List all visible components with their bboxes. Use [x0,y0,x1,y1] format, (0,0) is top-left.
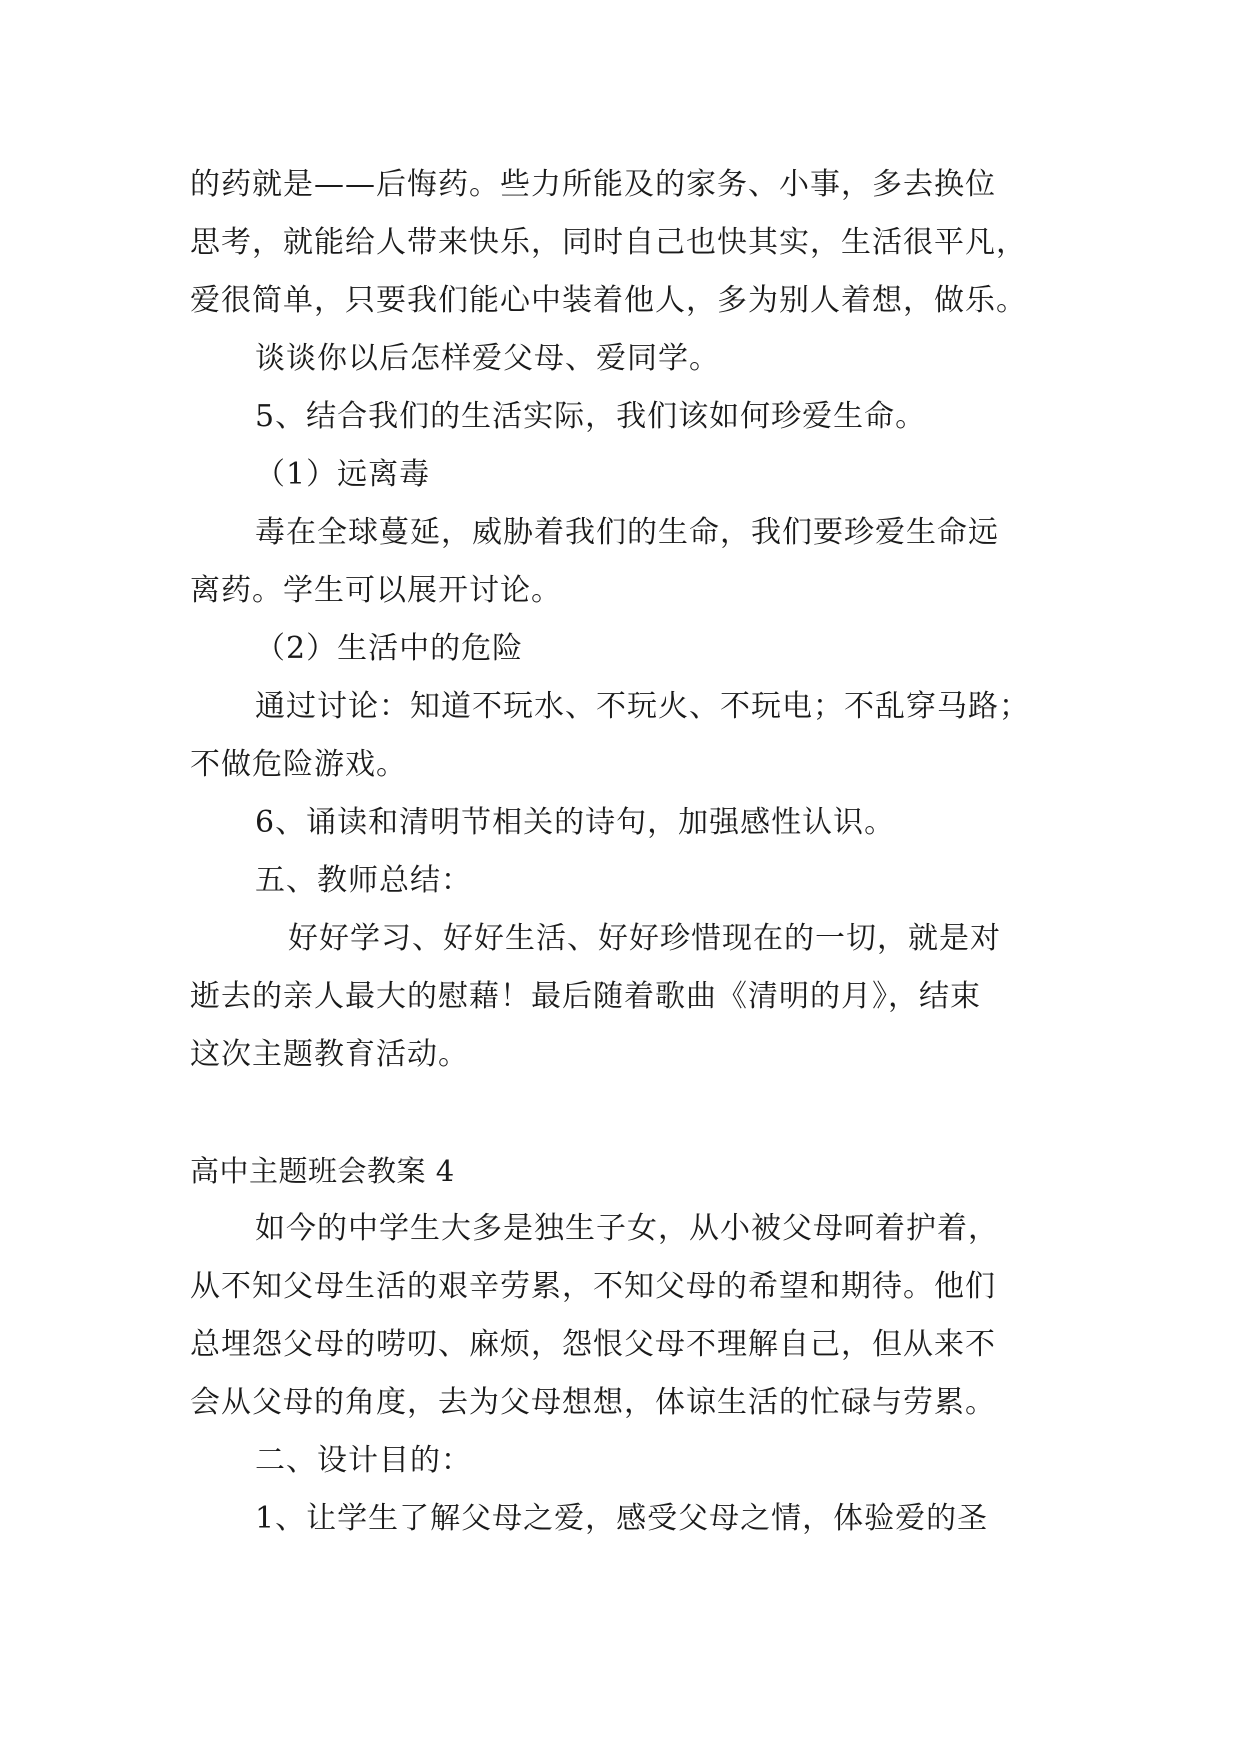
paragraph-line: 离药。学生可以展开讨论。 [190,573,562,608]
section-heading: 二、设计目的： [255,1443,472,1478]
document-title: 高中主题班会教案 4 [190,1154,455,1188]
paragraph-line: 思考，就能给人带来快乐，同时自己也快其实，生活很平凡， [190,225,1027,260]
list-item: 6、诵读和清明节相关的诗句，加强感性认识。 [255,805,896,840]
paragraph-line: 好好学习、好好生活、好好珍惜现在的一切，就是对 [288,921,1001,956]
paragraph-line: 会从父母的角度，去为父母想想，体谅生活的忙碌与劳累。 [190,1385,996,1420]
sub-heading: （2）生活中的危险 [255,631,524,666]
paragraph-line: 总埋怨父母的唠叨、麻烦，怨恨父母不理解自己，但从来不 [190,1327,996,1362]
paragraph-line: 这次主题教育活动。 [190,1037,469,1072]
paragraph-line: 毒在全球蔓延，威胁着我们的生命，我们要珍爱生命远 [255,515,999,550]
list-item: 5、结合我们的生活实际，我们该如何珍爱生命。 [255,399,927,434]
paragraph-line: 通过讨论：知道不玩水、不玩火、不玩电；不乱穿马路； [255,689,1030,724]
paragraph-line: 从不知父母生活的艰辛劳累，不知父母的希望和期待。他们 [190,1269,996,1304]
sub-heading: （1）远离毒 [255,457,431,492]
paragraph-line: 逝去的亲人最大的慰藉！最后随着歌曲《清明的月》，结束 [190,979,981,1014]
paragraph-line: 如今的中学生大多是独生子女，从小被父母呵着护着， [255,1211,999,1246]
paragraph-line: 谈谈你以后怎样爱父母、爱同学。 [255,341,720,376]
paragraph-line: 爱很简单，只要我们能心中装着他人，多为别人着想，做乐。 [190,283,1027,318]
paragraph-line: 不做危险游戏。 [190,747,407,782]
section-heading: 五、教师总结： [255,863,472,898]
paragraph-line: 的药就是——后悔药。些力所能及的家务、小事，多去换位 [190,167,996,202]
list-item: 1、让学生了解父母之爱，感受父母之情，体验爱的圣 [255,1501,989,1536]
